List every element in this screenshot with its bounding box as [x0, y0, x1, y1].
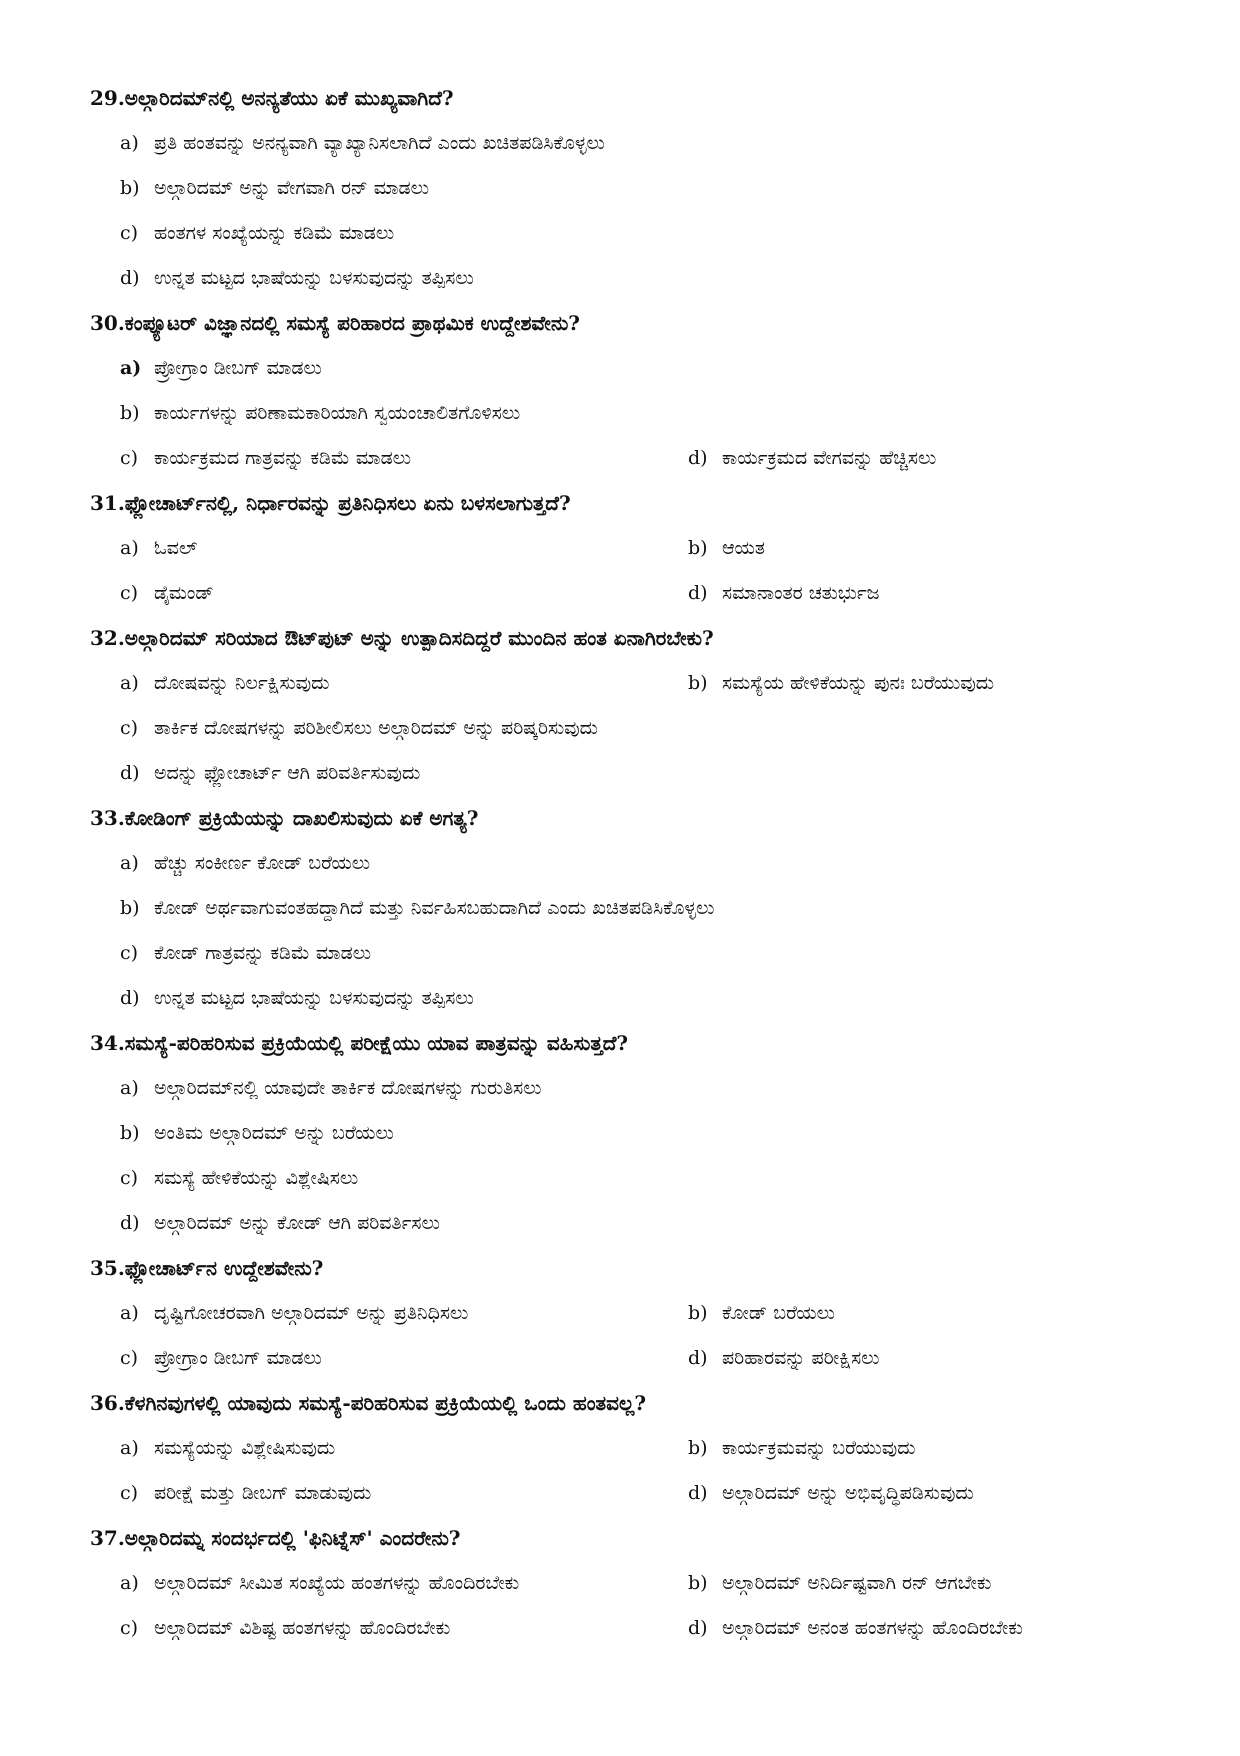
- option-c[interactable]: c) ಪ್ರೋಗ್ರಾಂ ಡೀಬಗ್ ಮಾಡಲು: [120, 1347, 322, 1369]
- option-a[interactable]: a) ಹೆಚ್ಚು ಸಂಕೀರ್ಣ ಕೋಡ್ ಬರೆಯಲು: [120, 852, 371, 874]
- option-c[interactable]: c) ಪರೀಕ್ಷೆ ಮತ್ತು ಡೀಬಗ್ ಮಾಡುವುದು: [120, 1482, 372, 1504]
- question-text: 33.ಕೋಡಿಂಗ್ ಪ್ರಕ್ರಿಯೆಯನ್ನು ದಾಖಲಿಸುವುದು ಏಕೆ ಅಗತ್ಯ?: [90, 806, 479, 830]
- option-a[interactable]: a) ದೋಷವನ್ನು ನಿರ್ಲಕ್ಷಿಸುವುದು: [120, 672, 330, 694]
- option-d[interactable]: d) ಪರಿಹಾರವನ್ನು ಪರೀಕ್ಷಿಸಲು: [688, 1347, 880, 1369]
- option-a[interactable]: a) ಪ್ರೋಗ್ರಾಂ ಡೀಬಗ್ ಮಾಡಲು: [120, 357, 322, 379]
- option-a[interactable]: a) ದೃಷ್ಟಿಗೋಚರವಾಗಿ ಅಲ್ಗಾರಿದಮ್ ಅನ್ನು ಪ್ರತಿನಿಧಿಸಲು: [120, 1302, 469, 1324]
- question-32: [90, 616, 1160, 796]
- question-text: 29.ಅಲ್ಗಾರಿದಮ್‌ನಲ್ಲಿ ಅನನ್ಯತೆಯು ಏಕೆ ಮುಖ್ಯವಾಗಿದೆ?: [90, 86, 454, 110]
- question-33: [90, 796, 1160, 1021]
- question-text: 31.ಫ್ಲೋಚಾರ್ಟ್‌ನಲ್ಲಿ, ನಿರ್ಧಾರವನ್ನು ಪ್ರತಿನಿಧಿಸಲು ಏನು ಬಳಸಲಾಗುತ್ತದೆ?: [90, 491, 571, 515]
- option-d[interactable]: d) ಅಲ್ಗಾರಿದಮ್ ಅನ್ನು ಅಭಿವೃದ್ಧಿಪಡಿಸುವುದು: [688, 1482, 974, 1504]
- question-text: 37.ಅಲ್ಗಾರಿದಮ್ನ ಸಂದರ್ಭದಲ್ಲಿ 'ಫಿನಿಟ್ನೆಸ್' ಎಂದರೇನು?: [90, 1526, 461, 1550]
- question-text: 34.ಸಮಸ್ಯೆ-ಪರಿಹರಿಸುವ ಪ್ರಕ್ರಿಯೆಯಲ್ಲಿ ಪರೀಕ್ಷೆಯು ಯಾವ ಪಾತ್ರವನ್ನು ವಹಿಸುತ್ತದೆ?: [90, 1031, 629, 1055]
- option-b[interactable]: b) ಅಂತಿಮ ಅಲ್ಗಾರಿದಮ್ ಅನ್ನು ಬರೆಯಲು: [120, 1122, 394, 1144]
- option-c[interactable]: c) ತಾರ್ಕಿಕ ದೋಷಗಳನ್ನು ಪರಿಶೀಲಿಸಲು ಅಲ್ಗಾರಿದಮ್ ಅನ್ನು ಪರಿಷ್ಕರಿಸುವುದು: [120, 717, 598, 739]
- option-c[interactable]: c) ಕಾರ್ಯಕ್ರಮದ ಗಾತ್ರವನ್ನು ಕಡಿಮೆ ಮಾಡಲು: [120, 447, 412, 469]
- option-d[interactable]: d) ಉನ್ನತ ಮಟ್ಟದ ಭಾಷೆಯನ್ನು ಬಳಸುವುದನ್ನು ತಪ್ಪಿಸಲು: [120, 987, 474, 1009]
- option-b[interactable]: b) ಕೋಡ್ ಅರ್ಥವಾಗುವಂತಹದ್ದಾಗಿದೆ ಮತ್ತು ನಿರ್ವಹಿಸಬಹುದಾಗಿದೆ ಎಂದು ಖಚಿತಪಡಿಸಿಕೊಳ್ಳಲು: [120, 897, 715, 919]
- question-31: [90, 481, 1160, 616]
- option-d[interactable]: d) ಅಲ್ಗಾರಿದಮ್ ಅನ್ನು ಕೋಡ್ ಆಗಿ ಪರಿವರ್ತಿಸಲು: [120, 1212, 440, 1234]
- option-d[interactable]: d) ಅಲ್ಗಾರಿದಮ್ ಅನಂತ ಹಂತಗಳನ್ನು ಹೊಂದಿರಬೇಕು: [688, 1617, 1023, 1639]
- option-a[interactable]: a) ಸಮಸ್ಯೆಯನ್ನು ವಿಶ್ಲೇಷಿಸುವುದು: [120, 1437, 336, 1459]
- question-37: [90, 1516, 1160, 1651]
- option-c[interactable]: c) ಕೋಡ್ ಗಾತ್ರವನ್ನು ಕಡಿಮೆ ಮಾಡಲು: [120, 942, 372, 964]
- question-30: [90, 301, 1160, 481]
- option-c[interactable]: c) ಡೈಮಂಡ್: [120, 582, 214, 604]
- question-29: [90, 76, 1160, 301]
- option-b[interactable]: b) ಅಲ್ಗಾರಿದಮ್ ಅನಿರ್ದಿಷ್ಟವಾಗಿ ರನ್ ಆಗಬೇಕು: [688, 1572, 992, 1594]
- option-b[interactable]: b) ಸಮಸ್ಯೆಯ ಹೇಳಿಕೆಯನ್ನು ಪುನಃ ಬರೆಯುವುದು: [688, 672, 995, 694]
- option-a[interactable]: a) ಅಲ್ಗಾರಿದಮ್‌ನಲ್ಲಿ ಯಾವುದೇ ತಾರ್ಕಿಕ ದೋಷಗಳನ್ನು ಗುರುತಿಸಲು: [120, 1077, 542, 1099]
- question-text: 32.ಅಲ್ಗಾರಿದಮ್ ಸರಿಯಾದ ಔಟ್‌ಪುಟ್ ಅನ್ನು ಉತ್ಪಾದಿಸದಿದ್ದರೆ ಮುಂದಿನ ಹಂತ ಏನಾಗಿರಬೇಕು?: [90, 626, 714, 650]
- option-b[interactable]: b) ಕಾರ್ಯಗಳನ್ನು ಪರಿಣಾಮಕಾರಿಯಾಗಿ ಸ್ವಯಂಚಾಲಿತಗೊಳಿಸಲು: [120, 402, 521, 424]
- option-b[interactable]: b) ಅಲ್ಗಾರಿದಮ್ ಅನ್ನು ವೇಗವಾಗಿ ರನ್ ಮಾಡಲು: [120, 177, 430, 199]
- question-35: [90, 1246, 1160, 1381]
- option-d[interactable]: d) ಅದನ್ನು ಫ್ಲೋಚಾರ್ಟ್ ಆಗಿ ಪರಿವರ್ತಿಸುವುದು: [120, 762, 421, 784]
- question-text: 30.ಕಂಪ್ಯೂಟರ್ ವಿಜ್ಞಾನದಲ್ಲಿ ಸಮಸ್ಯೆ ಪರಿಹಾರದ ಪ್ರಾಥಮಿಕ ಉದ್ದೇಶವೇನು?: [90, 311, 581, 335]
- option-a[interactable]: a) ಪ್ರತಿ ಹಂತವನ್ನು ಅನನ್ಯವಾಗಿ ವ್ಯಾಖ್ಯಾನಿಸಲಾಗಿದೆ ಎಂದು ಖಚಿತಪಡಿಸಿಕೊಳ್ಳಲು: [120, 132, 605, 154]
- option-c[interactable]: c) ಅಲ್ಗಾರಿದಮ್ ವಿಶಿಷ್ಟ ಹಂತಗಳನ್ನು ಹೊಂದಿರಬೇಕು: [120, 1617, 451, 1639]
- question-34: [90, 1021, 1160, 1246]
- option-d[interactable]: d) ಸಮಾನಾಂತರ ಚತುರ್ಭುಜ: [688, 582, 880, 604]
- option-d[interactable]: d) ಕಾರ್ಯಕ್ರಮದ ವೇಗವನ್ನು ಹೆಚ್ಚಿಸಲು: [688, 447, 937, 469]
- option-c[interactable]: c) ಹಂತಗಳ ಸಂಖ್ಯೆಯನ್ನು ಕಡಿಮೆ ಮಾಡಲು: [120, 222, 395, 244]
- option-a[interactable]: a) ಅಲ್ಗಾರಿದಮ್ ಸೀಮಿತ ಸಂಖ್ಯೆಯ ಹಂತಗಳನ್ನು ಹೊಂದಿರಬೇಕು: [120, 1572, 520, 1594]
- option-d[interactable]: d) ಉನ್ನತ ಮಟ್ಟದ ಭಾಷೆಯನ್ನು ಬಳಸುವುದನ್ನು ತಪ್ಪಿಸಲು: [120, 267, 474, 289]
- question-text: 35.ಫ್ಲೋಚಾರ್ಟ್‌ನ ಉದ್ದೇಶವೇನು?: [90, 1256, 324, 1280]
- option-b[interactable]: b) ಕಾರ್ಯಕ್ರಮವನ್ನು ಬರೆಯುವುದು: [688, 1437, 916, 1459]
- option-b[interactable]: b) ಆಯತ: [688, 537, 765, 559]
- option-c[interactable]: c) ಸಮಸ್ಯೆ ಹೇಳಿಕೆಯನ್ನು ವಿಶ್ಲೇಷಿಸಲು: [120, 1167, 359, 1189]
- option-a[interactable]: a) ಓವಲ್: [120, 537, 198, 559]
- question-text: 36.ಕೆಳಗಿನವುಗಳಲ್ಲಿ ಯಾವುದು ಸಮಸ್ಯೆ-ಪರಿಹರಿಸುವ ಪ್ರಕ್ರಿಯೆಯಲ್ಲಿ ಒಂದು ಹಂತವಲ್ಲ?: [90, 1391, 647, 1415]
- option-b[interactable]: b) ಕೋಡ್ ಬರೆಯಲು: [688, 1302, 835, 1324]
- question-36: [90, 1381, 1160, 1516]
